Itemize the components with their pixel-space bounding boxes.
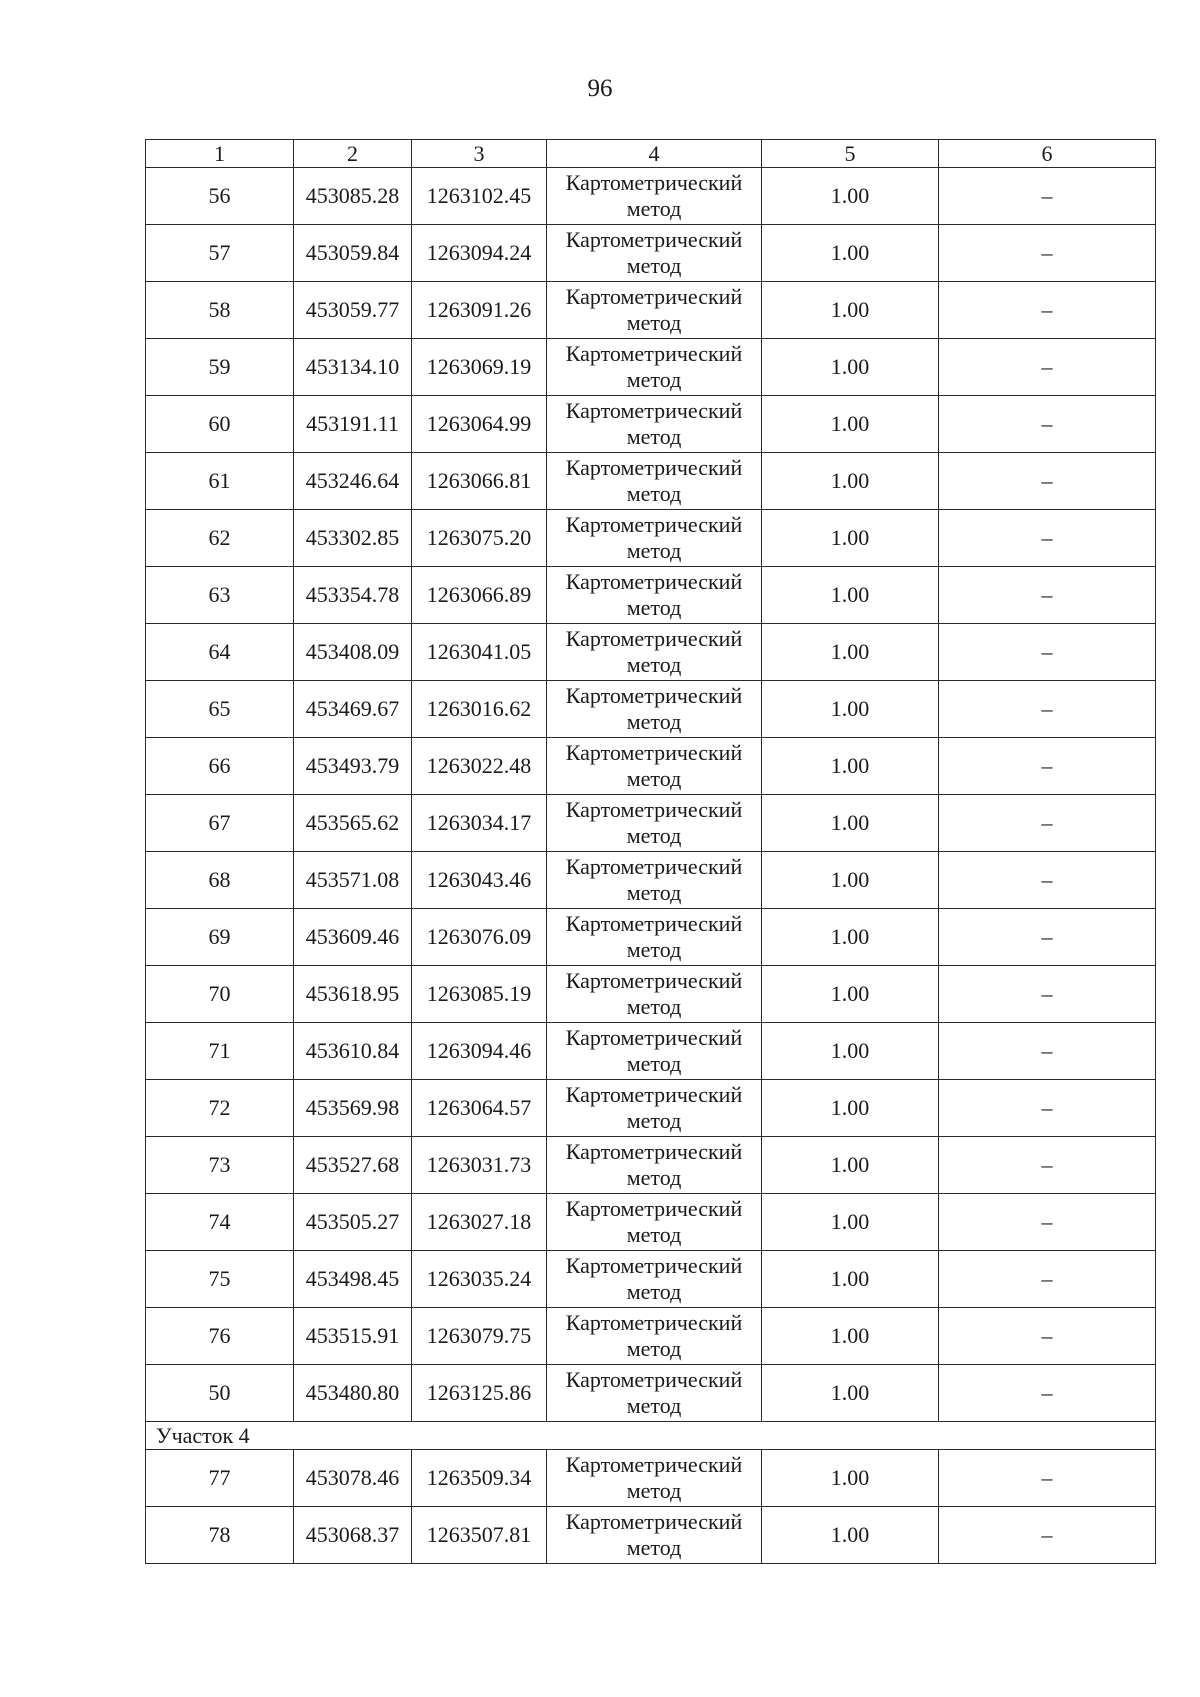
point-number-cell: 78 <box>146 1507 294 1564</box>
method-line-2: метод <box>626 1336 682 1361</box>
method-cell <box>547 510 762 567</box>
col6-cell: – <box>939 453 1156 510</box>
x-coordinate-cell: 453610.84 <box>294 1023 412 1080</box>
y-coordinate-cell: 1263022.48 <box>412 738 547 795</box>
point-number-cell: 50 <box>146 1365 294 1422</box>
x-coordinate-cell: 453408.09 <box>294 624 412 681</box>
table-row <box>146 225 1156 282</box>
point-number-cell: 62 <box>146 510 294 567</box>
col6-cell: – <box>939 225 1156 282</box>
table-row <box>146 1308 1156 1365</box>
method-line-1: Картометрический <box>565 1253 743 1278</box>
accuracy-cell: 1.00 <box>762 1308 939 1365</box>
y-coordinate-cell: 1263094.46 <box>412 1023 547 1080</box>
method-line-1: Картометрический <box>565 227 743 252</box>
accuracy-cell: 1.00 <box>762 1194 939 1251</box>
col6-cell: – <box>939 282 1156 339</box>
col6-cell: – <box>939 681 1156 738</box>
accuracy-cell: 1.00 <box>762 567 939 624</box>
x-coordinate-cell: 453527.68 <box>294 1137 412 1194</box>
x-coordinate-cell: 453618.95 <box>294 966 412 1023</box>
method-line-2: метод <box>626 424 682 449</box>
point-number-cell: 61 <box>146 453 294 510</box>
accuracy-cell: 1.00 <box>762 1023 939 1080</box>
method-cell <box>547 1080 762 1137</box>
header-cell-4: 4 <box>547 140 762 168</box>
col6-cell: – <box>939 909 1156 966</box>
header-cell-6: 6 <box>939 140 1156 168</box>
table-header-row <box>146 140 1156 168</box>
header-cell-1: 1 <box>146 140 294 168</box>
method-line-1: Картометрический <box>565 1452 743 1477</box>
point-number-cell: 63 <box>146 567 294 624</box>
method-cell <box>547 966 762 1023</box>
method-cell <box>547 168 762 225</box>
point-number-cell: 70 <box>146 966 294 1023</box>
x-coordinate-cell: 453191.11 <box>294 396 412 453</box>
header-cell-5: 5 <box>762 140 939 168</box>
y-coordinate-cell: 1263066.89 <box>412 567 547 624</box>
method-cell <box>547 567 762 624</box>
y-coordinate-cell: 1263091.26 <box>412 282 547 339</box>
coordinates-table-body <box>146 140 1156 1564</box>
method-line-1: Картометрический <box>565 797 743 822</box>
point-number-cell: 56 <box>146 168 294 225</box>
method-line-1: Картометрический <box>565 626 743 651</box>
x-coordinate-cell: 453469.67 <box>294 681 412 738</box>
method-line-2: метод <box>626 1222 682 1247</box>
table-row <box>146 396 1156 453</box>
method-cell <box>547 681 762 738</box>
method-line-2: метод <box>626 709 682 734</box>
method-line-2: метод <box>626 1478 682 1503</box>
col6-cell: – <box>939 168 1156 225</box>
method-line-1: Картометрический <box>565 1367 743 1392</box>
col6-cell: – <box>939 339 1156 396</box>
y-coordinate-cell: 1263507.81 <box>412 1507 547 1564</box>
y-coordinate-cell: 1263069.19 <box>412 339 547 396</box>
method-line-1: Картометрический <box>565 968 743 993</box>
x-coordinate-cell: 453480.80 <box>294 1365 412 1422</box>
x-coordinate-cell: 453354.78 <box>294 567 412 624</box>
accuracy-cell: 1.00 <box>762 339 939 396</box>
method-cell <box>547 1023 762 1080</box>
point-number-cell: 74 <box>146 1194 294 1251</box>
table-row <box>146 1507 1156 1564</box>
method-line-2: метод <box>626 538 682 563</box>
table-row <box>146 168 1156 225</box>
col6-cell: – <box>939 852 1156 909</box>
point-number-cell: 60 <box>146 396 294 453</box>
method-line-2: метод <box>626 253 682 278</box>
method-line-2: метод <box>626 481 682 506</box>
col6-cell: – <box>939 1308 1156 1365</box>
x-coordinate-cell: 453059.84 <box>294 225 412 282</box>
table-row <box>146 453 1156 510</box>
method-cell <box>547 453 762 510</box>
accuracy-cell: 1.00 <box>762 738 939 795</box>
method-line-1: Картометрический <box>565 569 743 594</box>
y-coordinate-cell: 1263509.34 <box>412 1450 547 1507</box>
table-row <box>146 1080 1156 1137</box>
table-row <box>146 1365 1156 1422</box>
method-line-1: Картометрический <box>565 854 743 879</box>
table-row <box>146 510 1156 567</box>
method-line-1: Картометрический <box>565 512 743 537</box>
x-coordinate-cell: 453068.37 <box>294 1507 412 1564</box>
y-coordinate-cell: 1263016.62 <box>412 681 547 738</box>
method-cell <box>547 1365 762 1422</box>
method-cell <box>547 1507 762 1564</box>
x-coordinate-cell: 453493.79 <box>294 738 412 795</box>
x-coordinate-cell: 453246.64 <box>294 453 412 510</box>
table-row <box>146 339 1156 396</box>
method-cell <box>547 1137 762 1194</box>
method-cell <box>547 1194 762 1251</box>
section-label: Участок 4 <box>146 1422 1156 1450</box>
method-line-1: Картометрический <box>565 1196 743 1221</box>
y-coordinate-cell: 1263064.99 <box>412 396 547 453</box>
x-coordinate-cell: 453609.46 <box>294 909 412 966</box>
col6-cell: – <box>939 795 1156 852</box>
method-line-1: Картометрический <box>565 455 743 480</box>
table-row <box>146 1023 1156 1080</box>
method-line-1: Картометрический <box>565 911 743 936</box>
method-cell <box>547 282 762 339</box>
table-row <box>146 852 1156 909</box>
col6-cell: – <box>939 1450 1156 1507</box>
y-coordinate-cell: 1263027.18 <box>412 1194 547 1251</box>
method-line-2: метод <box>626 880 682 905</box>
table-row <box>146 966 1156 1023</box>
col6-cell: – <box>939 966 1156 1023</box>
y-coordinate-cell: 1263102.45 <box>412 168 547 225</box>
method-cell <box>547 339 762 396</box>
method-cell <box>547 225 762 282</box>
accuracy-cell: 1.00 <box>762 1365 939 1422</box>
header-cell-2: 2 <box>294 140 412 168</box>
header-cell-3: 3 <box>412 140 547 168</box>
table-row <box>146 1137 1156 1194</box>
x-coordinate-cell: 453515.91 <box>294 1308 412 1365</box>
accuracy-cell: 1.00 <box>762 282 939 339</box>
y-coordinate-cell: 1263079.75 <box>412 1308 547 1365</box>
col6-cell: – <box>939 738 1156 795</box>
table-row <box>146 567 1156 624</box>
accuracy-cell: 1.00 <box>762 396 939 453</box>
method-line-2: метод <box>626 196 682 221</box>
table-row <box>146 1194 1156 1251</box>
point-number-cell: 59 <box>146 339 294 396</box>
accuracy-cell: 1.00 <box>762 510 939 567</box>
method-line-1: Картометрический <box>565 341 743 366</box>
method-line-1: Картометрический <box>565 683 743 708</box>
y-coordinate-cell: 1263094.24 <box>412 225 547 282</box>
table-row <box>146 1450 1156 1507</box>
y-coordinate-cell: 1263034.17 <box>412 795 547 852</box>
x-coordinate-cell: 453078.46 <box>294 1450 412 1507</box>
y-coordinate-cell: 1263076.09 <box>412 909 547 966</box>
method-line-2: метод <box>626 1535 682 1560</box>
method-line-2: метод <box>626 823 682 848</box>
method-cell <box>547 396 762 453</box>
y-coordinate-cell: 1263085.19 <box>412 966 547 1023</box>
method-line-1: Картометрический <box>565 398 743 423</box>
method-line-1: Картометрический <box>565 170 743 195</box>
method-cell <box>547 795 762 852</box>
point-number-cell: 72 <box>146 1080 294 1137</box>
method-line-1: Картометрический <box>565 1025 743 1050</box>
y-coordinate-cell: 1263031.73 <box>412 1137 547 1194</box>
table-row <box>146 909 1156 966</box>
x-coordinate-cell: 453505.27 <box>294 1194 412 1251</box>
x-coordinate-cell: 453569.98 <box>294 1080 412 1137</box>
method-cell <box>547 1251 762 1308</box>
col6-cell: – <box>939 1507 1156 1564</box>
col6-cell: – <box>939 1365 1156 1422</box>
method-line-2: метод <box>626 652 682 677</box>
y-coordinate-cell: 1263075.20 <box>412 510 547 567</box>
section-row <box>146 1422 1156 1450</box>
accuracy-cell: 1.00 <box>762 1507 939 1564</box>
method-line-2: метод <box>626 1393 682 1418</box>
method-cell <box>547 852 762 909</box>
point-number-cell: 67 <box>146 795 294 852</box>
col6-cell: – <box>939 1137 1156 1194</box>
col6-cell: – <box>939 567 1156 624</box>
x-coordinate-cell: 453134.10 <box>294 339 412 396</box>
table-row <box>146 795 1156 852</box>
point-number-cell: 73 <box>146 1137 294 1194</box>
method-line-2: метод <box>626 1165 682 1190</box>
method-line-2: метод <box>626 367 682 392</box>
table-row <box>146 624 1156 681</box>
point-number-cell: 75 <box>146 1251 294 1308</box>
method-cell <box>547 909 762 966</box>
table-row <box>146 282 1156 339</box>
method-cell <box>547 738 762 795</box>
point-number-cell: 68 <box>146 852 294 909</box>
method-line-1: Картометрический <box>565 1082 743 1107</box>
col6-cell: – <box>939 1194 1156 1251</box>
method-line-2: метод <box>626 310 682 335</box>
point-number-cell: 69 <box>146 909 294 966</box>
method-line-1: Картометрический <box>565 740 743 765</box>
point-number-cell: 57 <box>146 225 294 282</box>
x-coordinate-cell: 453085.28 <box>294 168 412 225</box>
accuracy-cell: 1.00 <box>762 1137 939 1194</box>
col6-cell: – <box>939 510 1156 567</box>
y-coordinate-cell: 1263043.46 <box>412 852 547 909</box>
col6-cell: – <box>939 624 1156 681</box>
method-line-1: Картометрический <box>565 1139 743 1164</box>
x-coordinate-cell: 453498.45 <box>294 1251 412 1308</box>
accuracy-cell: 1.00 <box>762 168 939 225</box>
accuracy-cell: 1.00 <box>762 909 939 966</box>
x-coordinate-cell: 453059.77 <box>294 282 412 339</box>
method-line-2: метод <box>626 766 682 791</box>
coordinates-table <box>145 139 1156 1564</box>
y-coordinate-cell: 1263125.86 <box>412 1365 547 1422</box>
method-line-2: метод <box>626 1279 682 1304</box>
point-number-cell: 58 <box>146 282 294 339</box>
y-coordinate-cell: 1263035.24 <box>412 1251 547 1308</box>
accuracy-cell: 1.00 <box>762 681 939 738</box>
accuracy-cell: 1.00 <box>762 795 939 852</box>
method-cell <box>547 1450 762 1507</box>
accuracy-cell: 1.00 <box>762 453 939 510</box>
col6-cell: – <box>939 396 1156 453</box>
table-row <box>146 681 1156 738</box>
x-coordinate-cell: 453571.08 <box>294 852 412 909</box>
method-line-2: метод <box>626 1051 682 1076</box>
method-line-2: метод <box>626 937 682 962</box>
table-row <box>146 1251 1156 1308</box>
point-number-cell: 71 <box>146 1023 294 1080</box>
accuracy-cell: 1.00 <box>762 1080 939 1137</box>
x-coordinate-cell: 453302.85 <box>294 510 412 567</box>
method-line-1: Картометрический <box>565 1310 743 1335</box>
accuracy-cell: 1.00 <box>762 1450 939 1507</box>
method-line-1: Картометрический <box>565 284 743 309</box>
point-number-cell: 65 <box>146 681 294 738</box>
col6-cell: – <box>939 1023 1156 1080</box>
method-line-2: метод <box>626 994 682 1019</box>
accuracy-cell: 1.00 <box>762 225 939 282</box>
col6-cell: – <box>939 1251 1156 1308</box>
accuracy-cell: 1.00 <box>762 966 939 1023</box>
y-coordinate-cell: 1263066.81 <box>412 453 547 510</box>
method-cell <box>547 624 762 681</box>
method-cell <box>547 1308 762 1365</box>
method-line-2: метод <box>626 1108 682 1133</box>
col6-cell: – <box>939 1080 1156 1137</box>
accuracy-cell: 1.00 <box>762 1251 939 1308</box>
method-line-1: Картометрический <box>565 1509 743 1534</box>
point-number-cell: 77 <box>146 1450 294 1507</box>
x-coordinate-cell: 453565.62 <box>294 795 412 852</box>
page-number: 96 <box>587 75 613 102</box>
point-number-cell: 76 <box>146 1308 294 1365</box>
y-coordinate-cell: 1263041.05 <box>412 624 547 681</box>
table-row <box>146 738 1156 795</box>
y-coordinate-cell: 1263064.57 <box>412 1080 547 1137</box>
point-number-cell: 64 <box>146 624 294 681</box>
point-number-cell: 66 <box>146 738 294 795</box>
accuracy-cell: 1.00 <box>762 852 939 909</box>
method-line-2: метод <box>626 595 682 620</box>
accuracy-cell: 1.00 <box>762 624 939 681</box>
